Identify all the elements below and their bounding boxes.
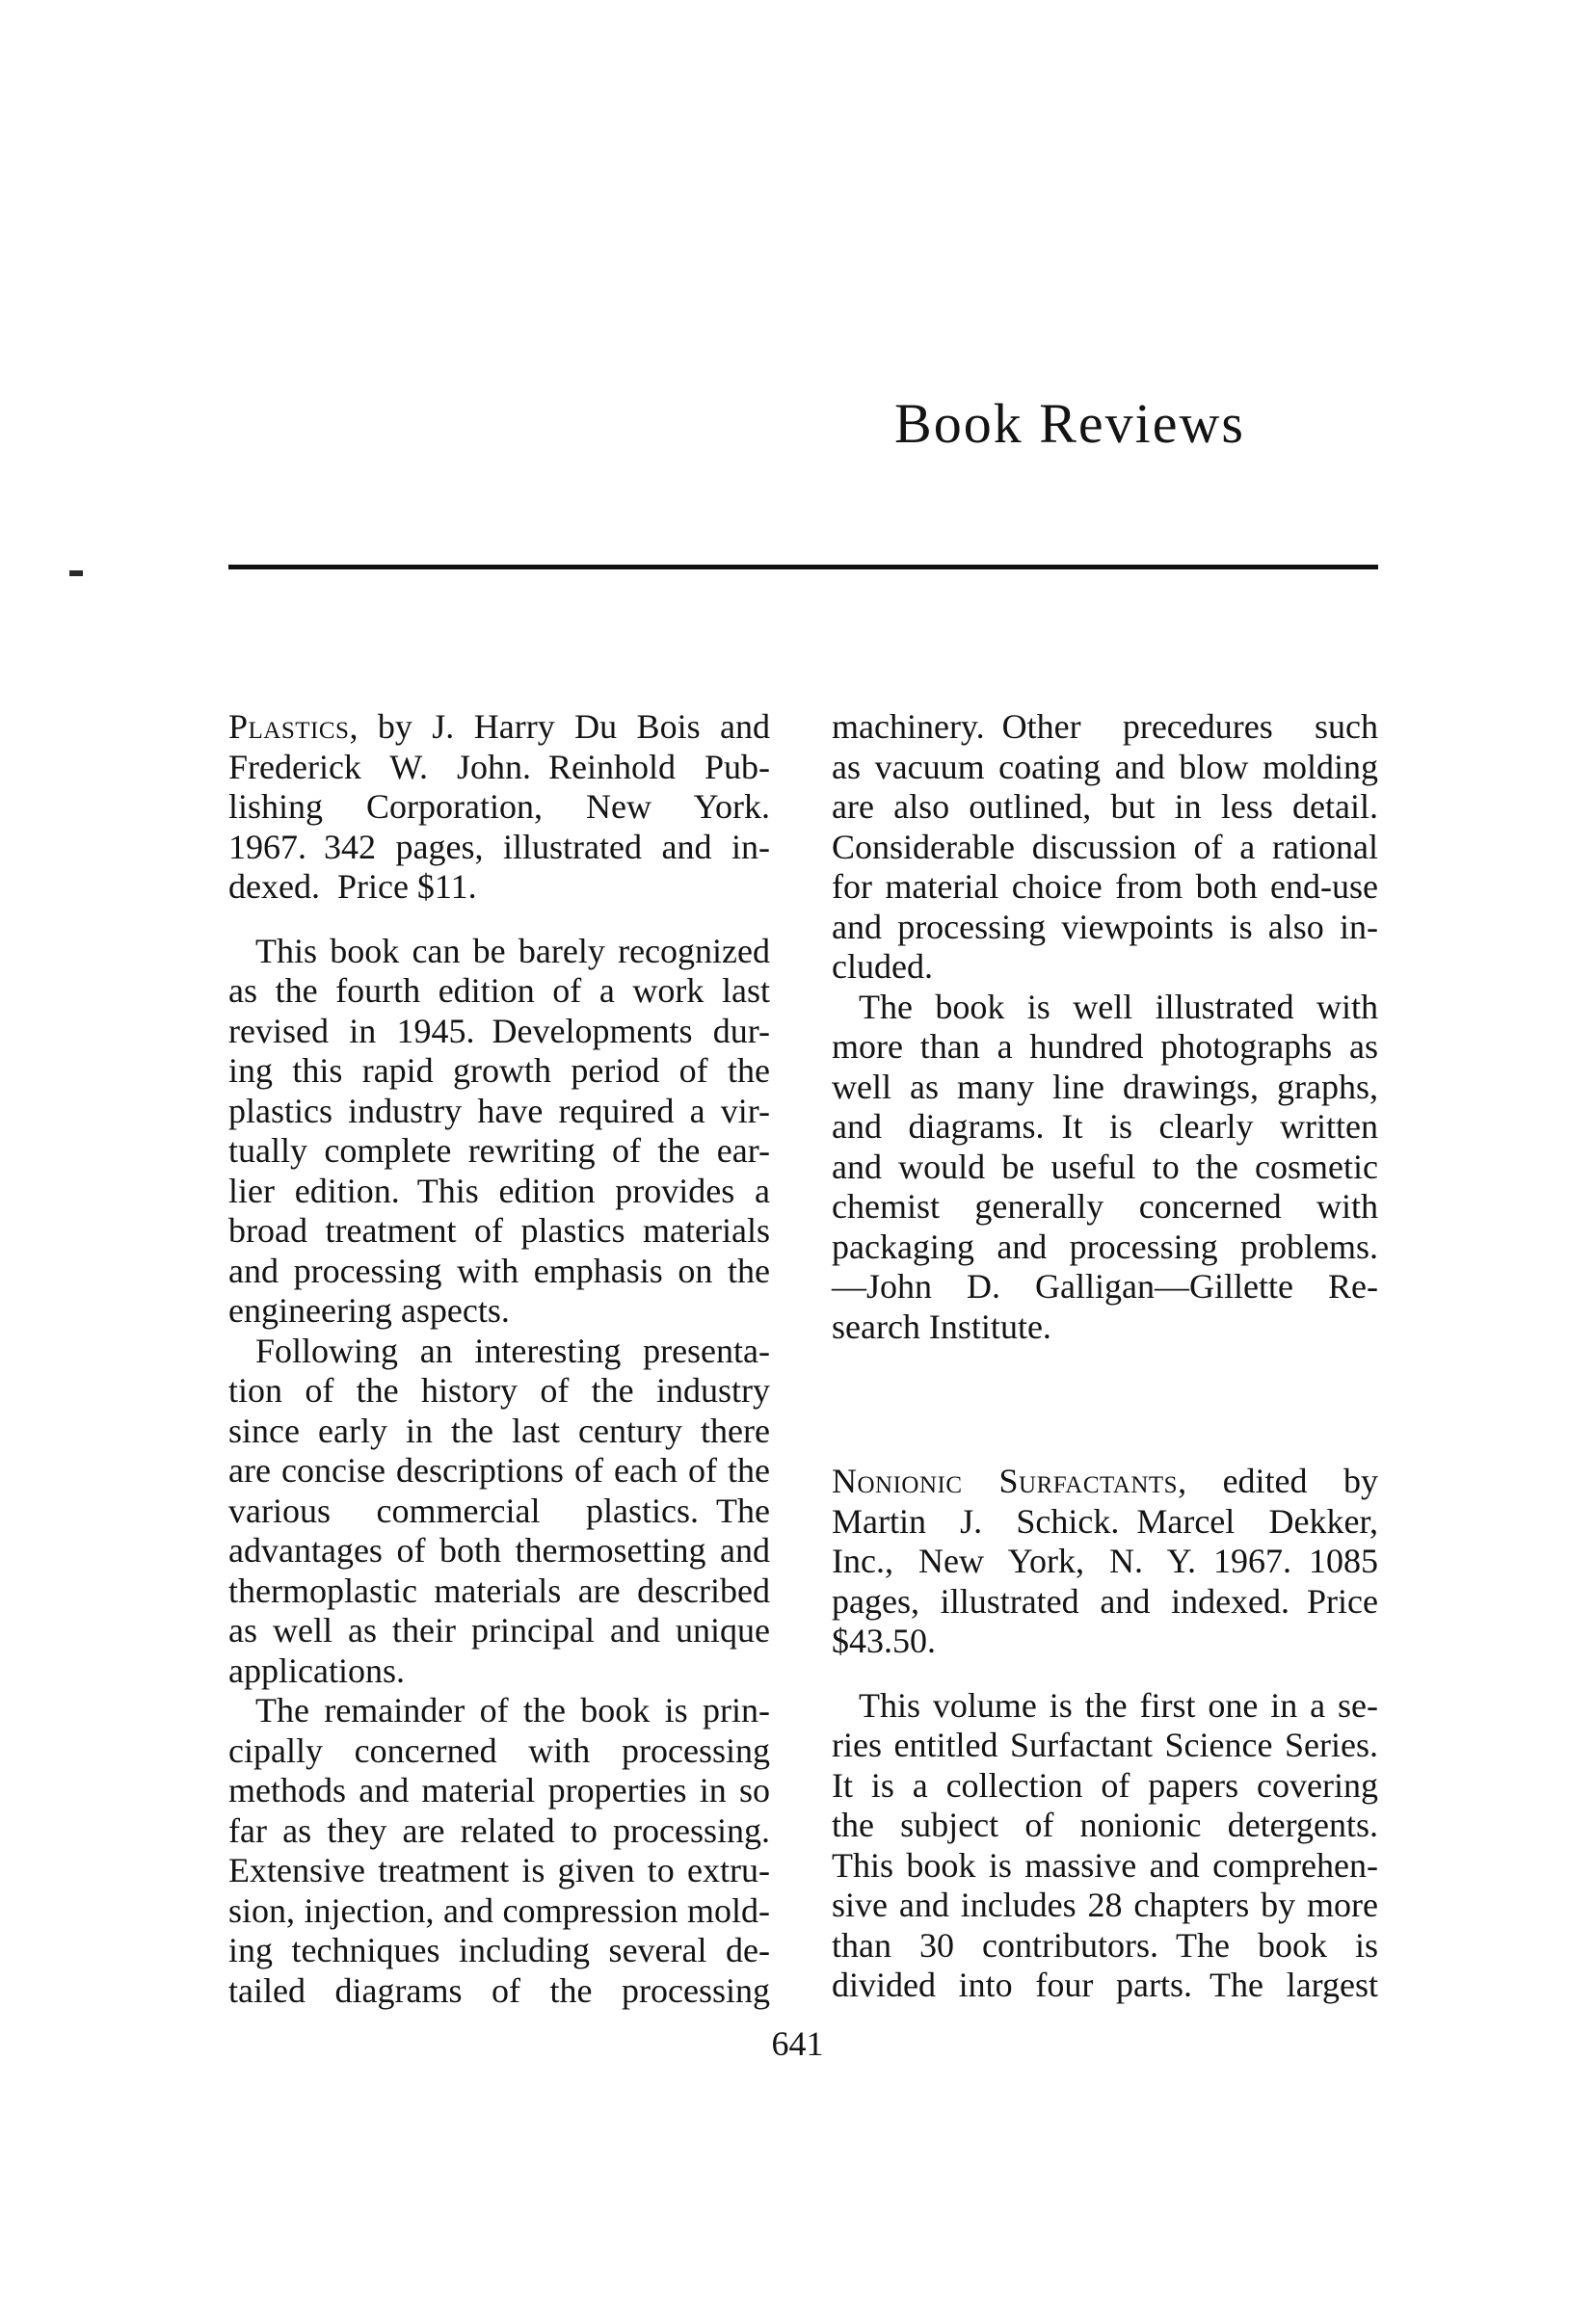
text-line: lier edition. This edition provides a	[228, 1171, 770, 1210]
text-line: Considerable discussion of a rational	[832, 827, 1378, 866]
text-line: Inc., New York, N. Y. 1967. 1085	[832, 1542, 1378, 1580]
text-line: machinery. Other precedures such	[832, 707, 1378, 746]
text-line: well as many line drawings, graphs,	[832, 1067, 1378, 1106]
left-text-column	[228, 707, 770, 2011]
text-line: divided into four parts. The largest	[832, 1966, 1378, 2004]
text-line	[228, 707, 770, 748]
text-line: and diagrams. It is clearly written	[832, 1107, 1378, 1146]
text-line: $43.50.	[832, 1622, 936, 1660]
text-line: tually complete rewriting of the ear-	[228, 1131, 770, 1170]
text-line: various commercial plastics. The	[228, 1491, 770, 1530]
text-line: This book can be barely recognized	[255, 931, 770, 970]
text-line: ing this rapid growth period of the	[228, 1051, 770, 1090]
review-paragraph	[228, 1332, 770, 1692]
text-line: Martin J. Schick. Marcel Dekker,	[832, 1501, 1378, 1541]
text-line: broad treatment of plastics materials	[228, 1211, 770, 1250]
text-line: tailed diagrams of the processing	[228, 1970, 770, 2010]
review-paragraph	[832, 707, 1378, 988]
review-paragraph	[832, 988, 1378, 1348]
text-line: The remainder of the book is prin-	[255, 1691, 770, 1730]
text-line: cipally concerned with processing	[228, 1730, 770, 1770]
small-caps-book-title: Plastics	[228, 707, 350, 746]
page-number: 641	[771, 2024, 824, 2063]
text-line: pages, illustrated and indexed. Price	[832, 1581, 1378, 1621]
text-run: , edited by	[1178, 1462, 1378, 1500]
text-line: than 30 contributors. The book is	[832, 1925, 1378, 1965]
text-line: tion of the history of the industry	[228, 1371, 770, 1410]
text-run: , by J. Harry Du Bois and	[349, 707, 770, 746]
text-line	[832, 1462, 1378, 1502]
text-line: plastics industry have required a vir-	[228, 1091, 770, 1130]
text-line: thermoplastic materials are described	[228, 1571, 770, 1610]
text-line: chemist generally concerned with	[832, 1187, 1378, 1226]
text-line: revised in 1945. Developments dur-	[228, 1011, 770, 1050]
text-line: since early in the last century there	[228, 1411, 770, 1450]
review-paragraph	[832, 1686, 1378, 2006]
text-line: Frederick W. John. Reinhold Pub-	[228, 747, 770, 786]
review-paragraph	[228, 1691, 770, 2011]
text-line: the subject of nonionic detergents.	[832, 1806, 1378, 1844]
book-citation	[228, 707, 770, 908]
text-line: far as they are related to processing.	[228, 1810, 770, 1850]
text-line: lishing Corporation, New York.	[228, 787, 770, 826]
text-line: engineering aspects.	[228, 1291, 510, 1330]
text-line: as vacuum coating and blow molding	[832, 747, 1378, 786]
stray-margin-mark	[69, 570, 83, 576]
right-text-column	[832, 707, 1378, 2006]
text-line: search Institute.	[832, 1307, 1051, 1346]
page-title: Book Reviews	[894, 392, 1245, 455]
text-line: for material choice from both end-use	[832, 867, 1378, 906]
text-line: as well as their principal and unique	[228, 1611, 770, 1650]
text-line: applications.	[228, 1651, 405, 1690]
book-citation	[832, 1462, 1378, 1662]
review-paragraph	[228, 932, 770, 1332]
text-line: This book is massive and comprehen-	[832, 1845, 1378, 1885]
text-line: sive and includes 28 chapters by more	[832, 1886, 1378, 1924]
text-line: are also outlined, but in less detail.	[832, 787, 1378, 826]
text-line: The book is well illustrated with	[859, 987, 1378, 1026]
text-line: advantages of both thermosetting and	[228, 1531, 770, 1570]
text-line: Following an interesting presenta-	[255, 1331, 770, 1370]
text-line: as the fourth edition of a work last	[228, 971, 770, 1010]
text-line: packaging and processing problems.	[832, 1227, 1378, 1266]
text-line: methods and material properties in so	[228, 1771, 770, 1809]
text-line: This volume is the first one in a se-	[859, 1685, 1378, 1725]
text-line: and processing with emphasis on the	[228, 1251, 770, 1290]
small-caps-book-title: Nonionic Surfactants	[832, 1462, 1179, 1500]
text-line: ing techniques including several de-	[228, 1931, 770, 1969]
text-line: ries entitled Surfactant Science Series.	[832, 1726, 1378, 1764]
text-line: It is a collection of papers covering	[832, 1765, 1378, 1805]
text-line: sion, injection, and compression mold-	[228, 1890, 770, 1930]
text-line: —John D. Galligan—Gillette Re-	[832, 1267, 1378, 1306]
text-line: and would be useful to the cosmetic	[832, 1147, 1378, 1186]
text-line: cluded.	[832, 947, 933, 986]
section-divider-rule	[228, 565, 1378, 569]
text-line: more than a hundred photographs as	[832, 1027, 1378, 1066]
text-line: Extensive treatment is given to extru-	[228, 1851, 770, 1889]
text-line: 1967. 342 pages, illustrated and in-	[228, 827, 770, 866]
text-line: dexed. Price $11.	[228, 867, 477, 906]
text-line: are concise descriptions of each of the	[228, 1451, 770, 1490]
text-line: and processing viewpoints is also in-	[832, 907, 1378, 946]
